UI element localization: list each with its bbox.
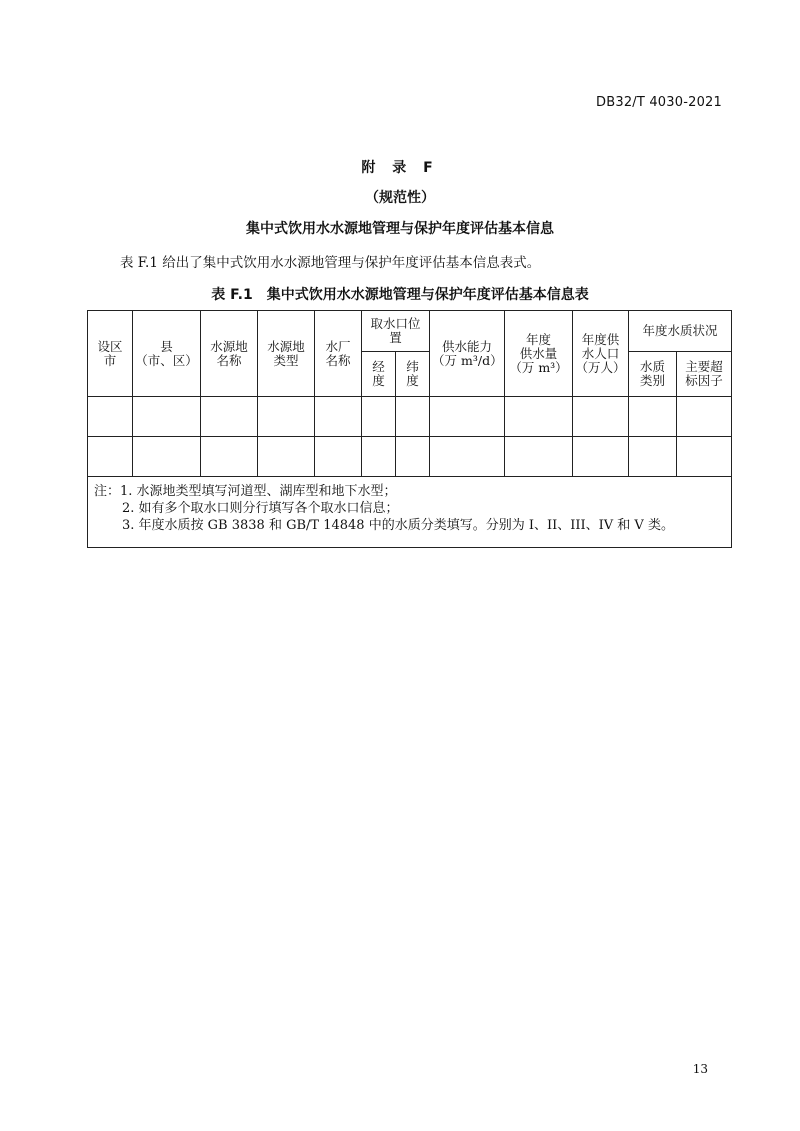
table-cell [629,397,677,437]
table-cell [315,437,362,477]
table-cell [430,437,505,477]
table-cell [88,397,133,437]
table-cell [505,437,573,477]
table-row [88,397,732,437]
header-population: 年度供 水人口 （万人） [573,311,629,397]
table-cell [258,437,315,477]
table-cell [362,397,396,437]
table-caption [0,284,800,304]
table-caption-number: 表 F.1 [211,287,253,303]
header-intake-location: 取水口位 置 [362,311,430,352]
intro-paragraph: 表 F.1 给出了集中式饮用水水源地管理与保护年度评估基本信息表式。 [120,255,541,271]
header-source-name: 水源地 名称 [201,311,258,397]
header-capacity: 供水能力 （万 m³/d） [430,311,505,397]
header-longitude: 经 度 [362,352,396,397]
table-cell [396,397,430,437]
table-caption-title: 集中式饮用水水源地管理与保护年度评估基本信息表 [266,287,589,303]
table-cell [258,397,315,437]
appendix-subject: 集中式饮用水水源地管理与保护年度评估基本信息 [246,221,554,237]
table-cell [430,397,505,437]
appendix-type: （规范性） [365,190,435,206]
table-cell [573,397,629,437]
note-2: 2. 如有多个取水口则分行填写各个取水口信息； [122,501,399,516]
table-notes [88,477,732,548]
note-1: 注：1. 水源地类型填写河道型、湖库型和地下水型； [94,484,397,499]
header-city: 设区 市 [88,311,133,397]
table-cell [505,397,573,437]
table-cell [396,437,430,477]
table-cell [315,397,362,437]
table-cell [133,397,201,437]
appendix-title: 附 录 F [361,160,439,176]
table-cell [201,437,258,477]
header-water-quality: 年度水质状况 [629,311,732,352]
table-cell [362,437,396,477]
page-number: 13 [692,1062,708,1076]
table-cell [629,437,677,477]
note-3: 3. 年度水质按 GB 3838 和 GB/T 14848 中的水质分类填写。分别为 I、II、III、IV 和 V 类。 [122,518,674,533]
header-source-type: 水源地 类型 [258,311,315,397]
header-quality-class: 水质 类别 [629,352,677,397]
header-annual-supply: 年度 供水量 （万 m³） [505,311,573,397]
table-cell [201,397,258,437]
table-cell [133,437,201,477]
table-cell [573,437,629,477]
table-cell [677,437,732,477]
table-cell [677,397,732,437]
header-latitude: 纬 度 [396,352,430,397]
header-plant-name: 水厂 名称 [315,311,362,397]
table-cell [88,437,133,477]
header-county: 县 （市、区） [133,311,201,397]
header-exceed-factor: 主要超 标因子 [677,352,732,397]
table-row [88,437,732,477]
document-code: DB32/T 4030-2021 [596,95,722,110]
basic-info-table [87,310,732,548]
